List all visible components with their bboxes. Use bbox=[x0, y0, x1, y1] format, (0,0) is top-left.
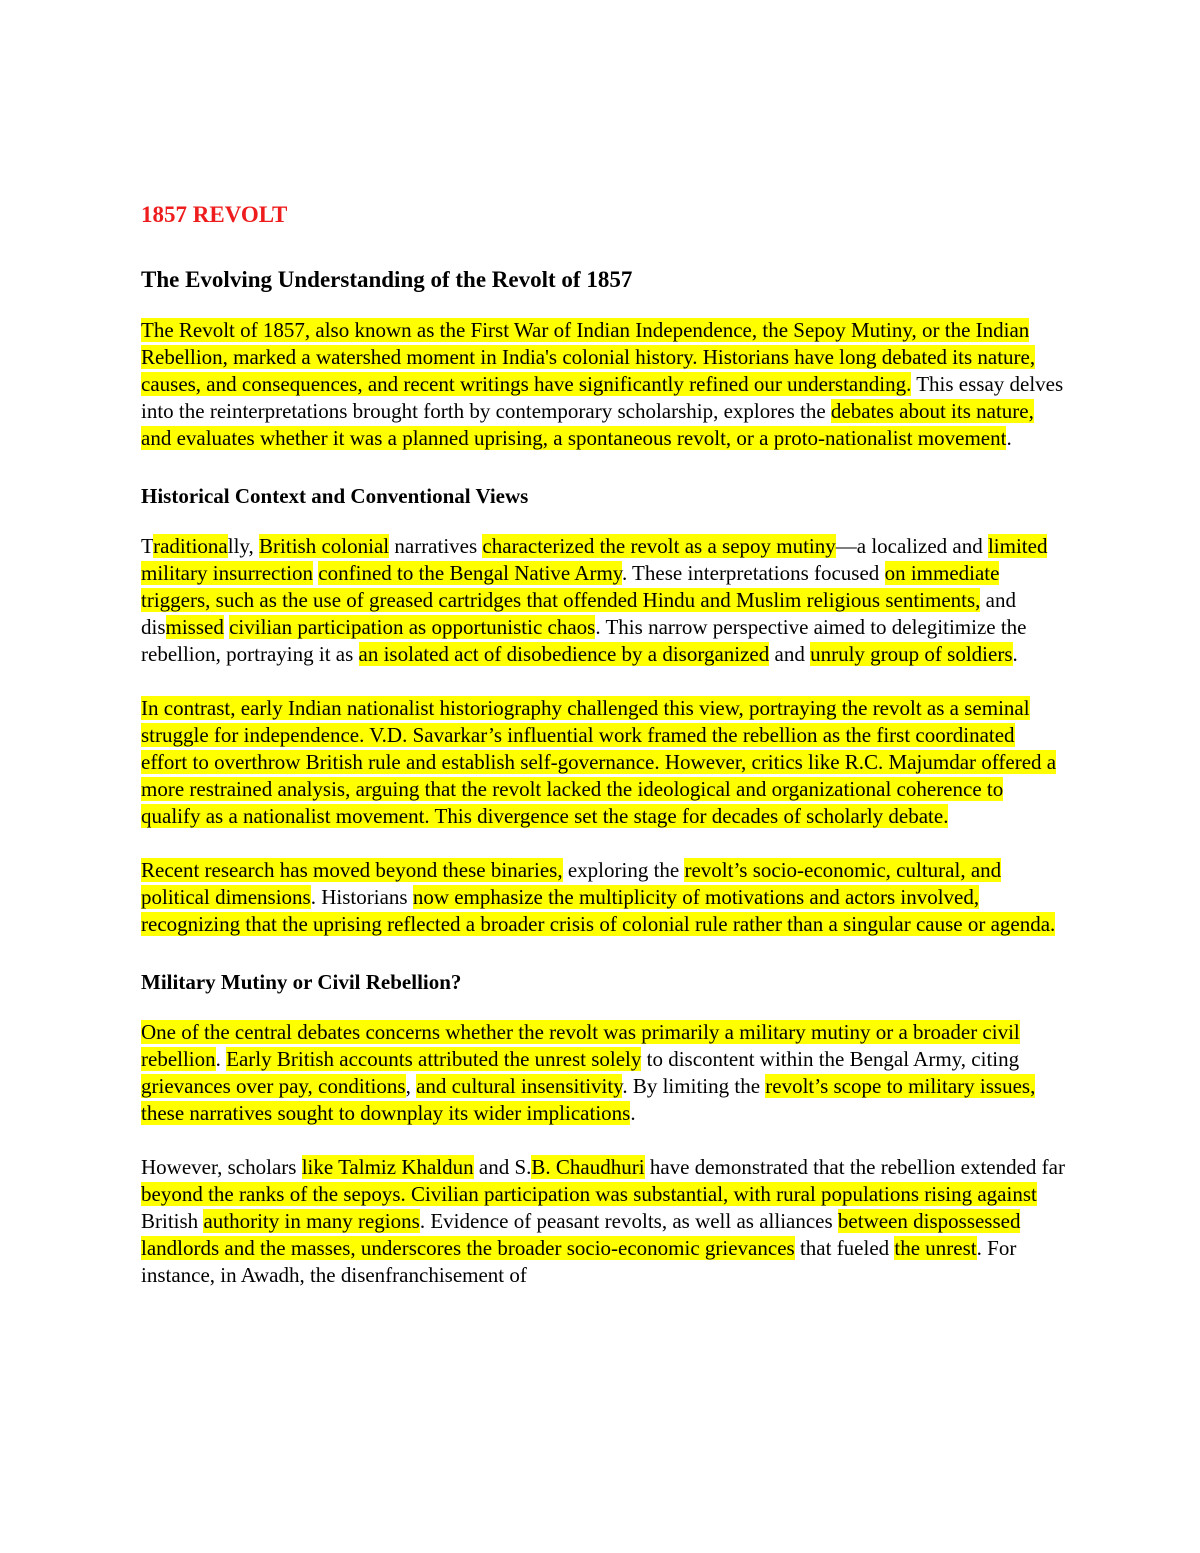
text-run: lly, bbox=[227, 534, 260, 558]
highlighted-text: an isolated act of disobedience by a disorganized bbox=[358, 642, 770, 666]
highlighted-text: recognizing that the uprising reflected a broader crisis of colonial rule rather than a singular cause or agenda. bbox=[141, 912, 1056, 936]
text-run: . Evidence of peasant revolts, as well as alliances bbox=[419, 1209, 838, 1233]
highlighted-text: the unrest bbox=[894, 1236, 977, 1260]
text-run: T bbox=[141, 534, 154, 558]
highlighted-text: now emphasize the multiplicity of motivations and actors involved, bbox=[412, 885, 980, 909]
highlighted-text: B. Chaudhuri bbox=[531, 1155, 645, 1179]
text-run: . For instance, in Awadh, the disenfranchisement of bbox=[141, 1236, 1017, 1287]
highlighted-text: like Talmiz Khaldun bbox=[301, 1155, 474, 1179]
section-heading-military-or-civil: Military Mutiny or Civil Rebellion? bbox=[141, 970, 462, 994]
highlighted-text: One of the central debates concerns whether the revolt was primarily a military mutiny or a broader civil rebellion bbox=[141, 1020, 1020, 1071]
text-run: that fueled bbox=[794, 1236, 895, 1260]
section-heading-historical-context: Historical Context and Conventional Views bbox=[141, 484, 529, 508]
text-run: have demonstrated that the rebellion extended far bbox=[644, 1155, 1065, 1179]
highlighted-text: characterized the revolt as a sepoy mutiny bbox=[482, 534, 836, 558]
highlighted-text: between dispossessed landlords and the masses, underscores the broader socio-economic grievances bbox=[141, 1209, 1021, 1260]
text-run: and S. bbox=[473, 1155, 532, 1179]
paragraph-civilian-participation bbox=[141, 1154, 1066, 1289]
highlighted-text: debates about its nature, and evaluates whether it was a planned uprising, a spontaneous revolt, or a proto-nationalist movement bbox=[141, 399, 1034, 450]
text-run: , bbox=[405, 1074, 417, 1098]
highlighted-text: The Revolt of 1857, also known as the First War of Indian Independence, the Sepoy Mutiny, or the Indian Rebellion, marked a watershed moment in India's colonial history. Historians have long debated its nature, causes, and consequences, and recent writings have significantly refined our understanding. bbox=[141, 318, 1036, 396]
highlighted-text: confined to the Bengal Native Army bbox=[318, 561, 622, 585]
paragraph-nationalist-historiography bbox=[141, 695, 1066, 830]
paragraph-central-debate bbox=[141, 1019, 1066, 1127]
highlighted-text: beyond the ranks of the sepoys. Civilian participation was substantial, with rural populations rising against bbox=[141, 1182, 1037, 1206]
highlighted-text: Recent research has moved beyond these binaries, bbox=[141, 858, 563, 882]
highlighted-text: authority in many regions bbox=[203, 1209, 420, 1233]
highlighted-text: revolt’s socio-economic, cultural, and political dimensions bbox=[141, 858, 1002, 909]
highlighted-text: British colonial bbox=[259, 534, 390, 558]
text-run: narratives bbox=[389, 534, 483, 558]
highlighted-text: and cultural insensitivity bbox=[416, 1074, 623, 1098]
highlighted-text: civilian participation as opportunistic chaos bbox=[229, 615, 596, 639]
document-subtitle: The Evolving Understanding of the Revolt of 1857 bbox=[141, 267, 633, 292]
text-run: . This narrow perspective aimed to delegitimize the rebellion, portraying it as bbox=[141, 615, 1027, 666]
text-run: —a localized and bbox=[835, 534, 988, 558]
highlighted-text: revolt’s scope to military issues, these narratives sought to downplay its wider implications bbox=[141, 1074, 1036, 1125]
text-run: British bbox=[141, 1209, 204, 1233]
text-run: However, scholars bbox=[141, 1155, 302, 1179]
highlighted-text: missed bbox=[165, 615, 224, 639]
highlighted-text: unruly group of soldiers bbox=[810, 642, 1013, 666]
highlighted-text: raditiona bbox=[153, 534, 228, 558]
highlighted-text: In contrast, early Indian nationalist historiography challenged this view, portraying the revolt as a seminal struggle for independence. V.D. Savarkar’s influential work framed the rebellion as the first coordinated effort to overthrow British rule and establish self-governance. However, critics like R.C. Majumdar offered a more restrained analysis, arguing that the revolt lacked the ideological and organizational coherence to qualify as a nationalist movement. This divergence set the stage for decades of scholarly debate. bbox=[141, 696, 1057, 828]
text-run: This essay delves into the reinterpretations brought forth by contemporary scholarship, explores the bbox=[141, 372, 1064, 423]
highlighted-text: on immediate triggers, such as the use of greased cartridges that offended Hindu and Muslim religious sentiments, bbox=[141, 561, 1000, 612]
highlighted-text: grievances over pay, conditions bbox=[141, 1074, 406, 1098]
text-run: . bbox=[215, 1047, 227, 1071]
text-run: . bbox=[1012, 642, 1018, 666]
text-run: exploring the bbox=[562, 858, 685, 882]
paragraph-intro bbox=[141, 317, 1066, 452]
text-run: . bbox=[1006, 426, 1012, 450]
text-run: . By limiting the bbox=[622, 1074, 766, 1098]
text-run: and dis bbox=[141, 588, 1016, 639]
paragraph-recent-research bbox=[141, 857, 1066, 938]
text-run: to discontent within the Bengal Army, citing bbox=[641, 1047, 1020, 1071]
document-title: 1857 REVOLT bbox=[141, 202, 288, 227]
text-run: . bbox=[630, 1101, 636, 1125]
paragraph-conventional-views bbox=[141, 533, 1066, 668]
text-run: and bbox=[769, 642, 811, 666]
text-run: . These interpretations focused bbox=[621, 561, 885, 585]
highlighted-text: Early British accounts attributed the unrest solely bbox=[226, 1047, 642, 1071]
text-run: . Historians bbox=[310, 885, 413, 909]
highlighted-text: limited military insurrection bbox=[141, 534, 1048, 585]
document-body bbox=[141, 198, 1066, 1316]
